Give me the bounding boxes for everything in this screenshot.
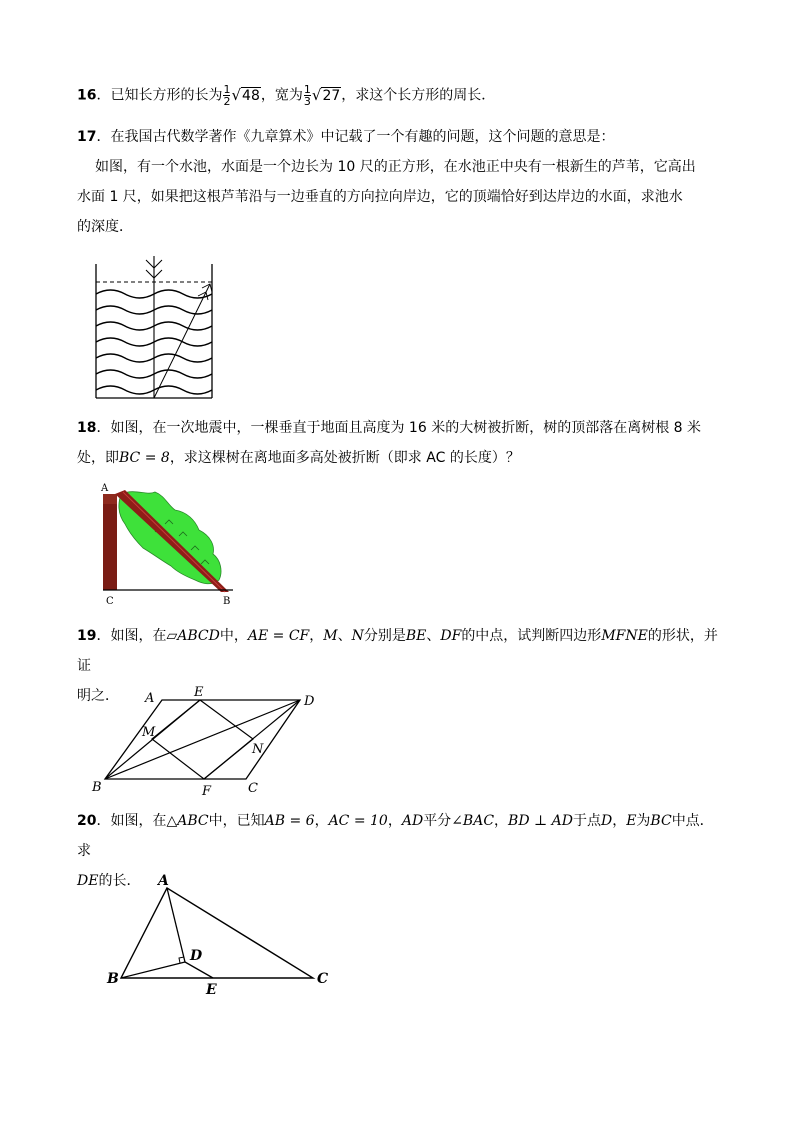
question-line: 水面 1 尺，如果把这根芦苇沿与一边垂直的方向拉向岸边，它的顶端恰好到达岸边的水面，求池水	[77, 189, 683, 205]
question-line: 20．如图，在△ABC中，已知AB = 6，AC = 10，AD平分∠BAC，BD ⊥ AD于点D，E为BC中点．求	[77, 813, 714, 859]
square-root: √48	[231, 85, 260, 104]
label-a: A	[101, 483, 109, 494]
question-18	[77, 413, 727, 473]
question-number: 17	[77, 129, 97, 145]
broken-tree-figure	[95, 480, 240, 610]
question-text: ，宽为	[260, 87, 303, 104]
triangle-figure	[100, 870, 340, 1000]
fraction: $\frac{1}{3}$	[303, 83, 311, 108]
label-c: C	[106, 596, 114, 607]
square-root: √27	[311, 85, 341, 104]
question-line: 明之．	[77, 688, 119, 704]
fraction: $\frac{1}{2}$	[223, 83, 231, 108]
question-line: DE的长．	[77, 873, 141, 889]
label-e: E	[194, 685, 204, 700]
question-number: 20	[77, 813, 97, 829]
math-expression: BC = 8	[119, 450, 170, 466]
label-b: B	[92, 780, 102, 795]
question-line: 如图，有一个水池，水面是一个边长为 10 尺的正方形，在水池正中央有一根新生的芦苇，它高出	[95, 159, 696, 175]
label-d: D	[304, 694, 315, 709]
question-line: 处，即BC = 8，求这棵树在离地面多高处被折断（即求 AC 的长度）？	[77, 450, 520, 466]
label-m: M	[142, 725, 156, 740]
question-number: 19	[77, 628, 97, 644]
question-number: 18	[77, 420, 97, 436]
question-line: 19．如图，在▱ABCD中，AE = CF，M、N分别是BE、DF的中点，试判断四边形MFNE的形状，并证	[77, 628, 718, 674]
label-b: B	[107, 971, 119, 987]
label-n: N	[252, 742, 264, 757]
question-17	[77, 122, 727, 242]
question-line: 17．在我国古代数学著作《九章算术》中记载了一个有趣的问题，这个问题的意思是：	[77, 129, 615, 145]
label-a: A	[158, 873, 169, 889]
question-line: 的深度．	[77, 219, 133, 235]
question-line: 18．如图，在一次地震中，一棵垂直于地面且高度为 16 米的大树被折断，树的顶部落在离树根 8 米	[77, 420, 702, 436]
question-16	[77, 84, 727, 107]
label-a: A	[145, 691, 155, 706]
label-f: F	[202, 784, 212, 799]
pond-reed-figure	[90, 252, 220, 402]
label-b: B	[223, 596, 231, 607]
question-text: ，求这个长方形的周长．	[341, 87, 496, 104]
parallelogram-figure	[88, 682, 328, 800]
label-c: C	[248, 781, 258, 796]
label-d: D	[190, 948, 203, 964]
label-c: C	[317, 971, 329, 987]
question-number: 16	[77, 87, 97, 104]
label-e: E	[206, 982, 217, 998]
question-text: ．已知长方形的长为	[96, 87, 223, 104]
